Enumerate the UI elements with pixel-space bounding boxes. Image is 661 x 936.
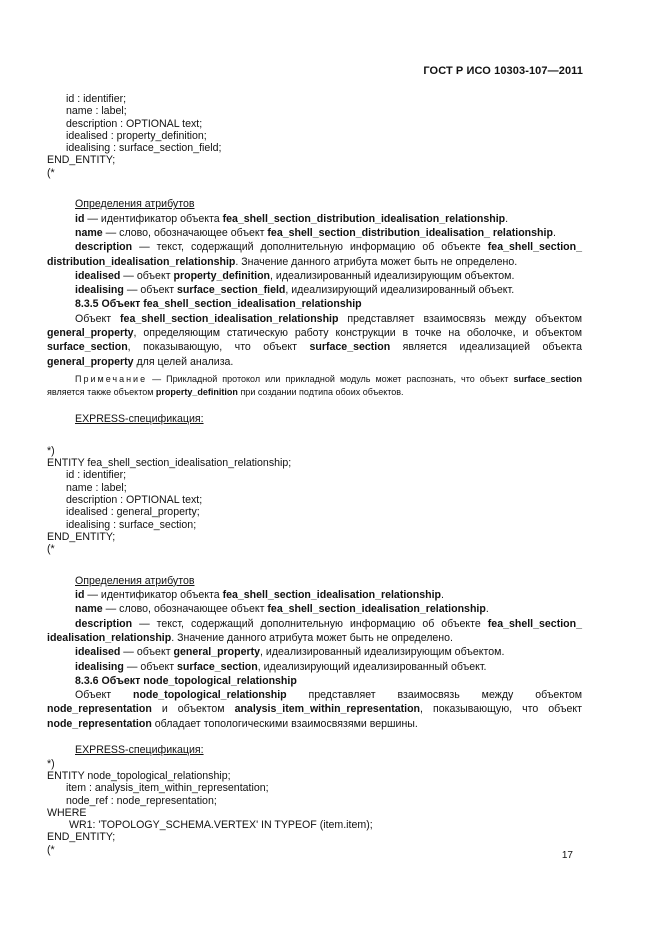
document-header: ГОСТ Р ИСО 10303-107—2011 — [423, 65, 583, 77]
code-line: id : identifier; — [66, 469, 127, 482]
code-line: idealising : surface_section_field; — [66, 142, 222, 155]
attributes-heading: Определения атрибутов — [75, 198, 195, 211]
attribute-definitions-1 — [47, 197, 582, 297]
code-entity-line: ENTITY node_topological_relationship; — [47, 769, 231, 782]
code-comment-close: *) — [47, 444, 55, 457]
code-entity-line: ENTITY fea_shell_section_idealisation_relationship; — [47, 457, 292, 470]
attr-idealised: idealised — объект general_property, идеализированный идеализирующим объектом. — [75, 646, 505, 659]
code-end-entity: END_ENTITY; — [47, 530, 116, 543]
code-block-8-3-6 — [47, 758, 582, 856]
attr-id: id — идентификатор объекта fea_shell_section_idealisation_relationship. — [75, 589, 444, 602]
express-heading: EXPRESS-спецификация: — [75, 413, 204, 426]
code-comment-open: (* — [47, 543, 55, 556]
attr-idealising: idealising — объект surface_section, идеализирующий идеализированный объект. — [75, 660, 487, 673]
attributes-heading: Определения атрибутов — [75, 574, 195, 587]
attr-name: name — слово, обозначающее объект fea_shell_section_distribution_idealisation_ relationship. — [75, 226, 556, 239]
page-content — [47, 93, 582, 856]
section-paragraph: Объект fea_shell_section_idealisation_relationship представляет взаимосвязь между объектом general_property, определяющим статическую работу конструкции в точке на оболочке, и объектом surface_section, показывающую, что объект surface_section является идеализацией объекта general_property для целей анализа. — [47, 312, 582, 368]
attribute-definitions-2 — [47, 574, 582, 674]
note-label: Примечание — [75, 373, 148, 384]
section-heading-8-3-5: 8.3.5 Объект fea_shell_section_idealisation_relationship — [75, 298, 362, 311]
attr-name: name — слово, обозначающее объект fea_shell_section_idealisation_relationship. — [75, 603, 489, 616]
note-paragraph: Примечание — Прикладной протокол или прикладной модуль может распознать, что объект surface_section является также объектом property_definition при создании подтипа обоих объектов. — [47, 373, 582, 398]
code-block-8-3-5 — [47, 445, 582, 556]
code-line: item : analysis_item_within_representation; — [66, 782, 269, 795]
code-comment-open: (* — [47, 166, 55, 179]
code-block-top — [47, 93, 582, 179]
attr-id: id — идентификатор объекта fea_shell_section_distribution_idealisation_relationship. — [75, 212, 509, 225]
code-comment-close: *) — [47, 757, 55, 770]
section-heading-8-3-6: 8.3.6 Объект node_topological_relationship — [75, 674, 297, 687]
attr-idealised: idealised — объект property_definition, идеализированный идеализирующим объектом. — [75, 269, 515, 282]
code-line: node_ref : node_representation; — [66, 794, 217, 807]
code-line: description : OPTIONAL text; — [66, 494, 203, 507]
express-heading: EXPRESS-спецификация: — [75, 744, 204, 757]
code-line: name : label; — [66, 481, 127, 494]
attr-description: description — текст, содержащий дополнительную информацию об объекте fea_shell_section_ distribution_idealisation_relationship. Значение данного атрибута может быть не определено. — [47, 241, 582, 268]
code-line: idealising : surface_section; — [66, 518, 197, 531]
code-rule: WR1: 'TOPOLOGY_SCHEMA.VERTEX' IN TYPEOF (item.item); — [69, 819, 373, 832]
code-where: WHERE — [47, 806, 87, 819]
attr-description: description — текст, содержащий дополнительную информацию об объекте fea_shell_section_ idealisation_relationship. Значение данного атрибута может быть не определено. — [47, 617, 582, 644]
code-line: id : identifier; — [66, 93, 127, 105]
code-end-entity: END_ENTITY; — [47, 154, 116, 167]
code-line: description : OPTIONAL text; — [66, 117, 203, 130]
code-comment-open: (* — [47, 843, 55, 856]
page-number: 17 — [561, 850, 573, 861]
code-line: name : label; — [66, 105, 127, 118]
code-line: idealised : general_property; — [66, 506, 200, 519]
section-paragraph: Объект node_topological_relationship представляет взаимосвязь между объектом node_representation и объектом analysis_item_within_representation, показывающую, что объект node_representation обладает топологическими взаимосвязями вершины. — [47, 689, 583, 730]
attr-idealising: idealising — объект surface_section_field, идеализирующий идеализированный объект. — [75, 284, 515, 297]
code-line: idealised : property_definition; — [66, 129, 207, 142]
code-end-entity: END_ENTITY; — [47, 831, 116, 844]
